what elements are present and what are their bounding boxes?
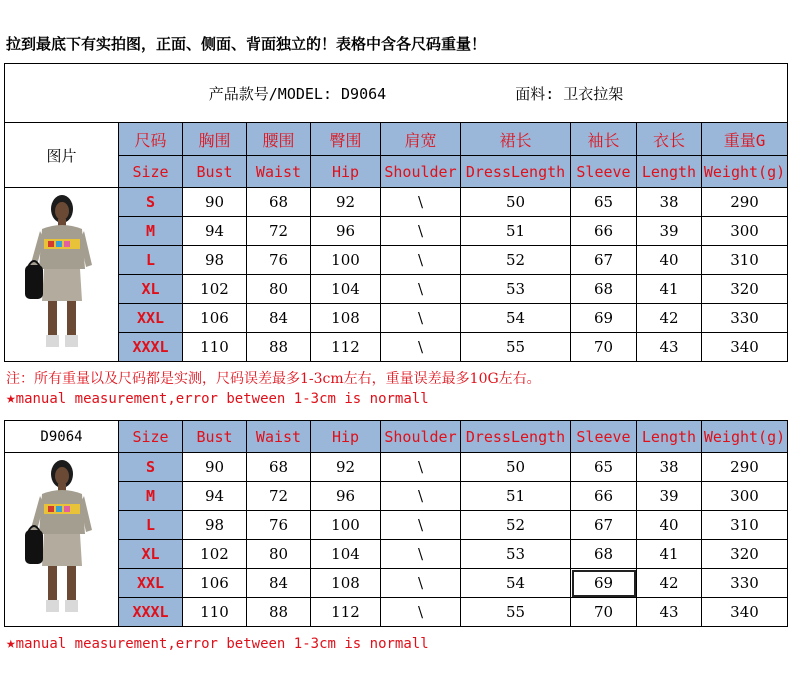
length-cell: 41	[637, 540, 702, 569]
header-en-bust: Bust	[183, 156, 247, 188]
header-zh-hip: 臀围	[311, 123, 381, 156]
dresslength-cell: 53	[461, 275, 571, 304]
header-en-waist: Waist	[247, 421, 311, 453]
size-chart-table-1	[4, 63, 788, 362]
dresslength-cell: 53	[461, 540, 571, 569]
table-row	[5, 569, 788, 598]
header-en-hip: Hip	[311, 421, 381, 453]
header-en-waist: Waist	[247, 156, 311, 188]
weight-cell: 320	[702, 275, 788, 304]
note-en-text: manual measurement,error between 1-3cm is normall	[15, 391, 429, 407]
weight-cell: 330	[702, 304, 788, 333]
hip-cell: 112	[311, 333, 381, 362]
bust-cell: 94	[183, 482, 247, 511]
bust-cell: 90	[183, 188, 247, 217]
header-en-shoulder: Shoulder	[381, 156, 461, 188]
hip-cell: 100	[311, 246, 381, 275]
header-zh-bust: 胸围	[183, 123, 247, 156]
shoulder-cell: \	[381, 540, 461, 569]
hip-cell: 104	[311, 275, 381, 304]
model-photo	[5, 453, 119, 627]
bust-cell: 94	[183, 217, 247, 246]
bust-cell: 110	[183, 598, 247, 627]
size-chart-table-2	[4, 420, 788, 627]
table-row	[5, 217, 788, 246]
weight-cell: 290	[702, 453, 788, 482]
header-en-size: Size	[119, 421, 183, 453]
sleeve-cell: 66	[571, 482, 637, 511]
title-row	[5, 64, 788, 123]
waist-cell: 68	[247, 188, 311, 217]
measurement-note-en-1	[6, 388, 429, 407]
header-zh-size: 尺码	[119, 123, 183, 156]
weight-cell: 330	[702, 569, 788, 598]
sleeve-cell: 65	[571, 188, 637, 217]
dresslength-cell: 50	[461, 188, 571, 217]
shoulder-cell: \	[381, 333, 461, 362]
sleeve-cell: 70	[571, 333, 637, 362]
bust-cell: 98	[183, 511, 247, 540]
hip-cell: 108	[311, 569, 381, 598]
sleeve-cell: 68	[571, 275, 637, 304]
table-row	[5, 482, 788, 511]
table-row	[5, 188, 788, 217]
size-cell: S	[119, 453, 183, 482]
top-note: 拉到最底下有实拍图，正面、侧面、背面独立的！表格中含各尺码重量！	[6, 35, 487, 53]
waist-cell: 88	[247, 333, 311, 362]
length-cell: 43	[637, 333, 702, 362]
measurement-note-cn: 注：所有重量以及尺码都是实测，尺码误差最多1-3cm左右，重量误差最多10G左右。	[6, 371, 541, 387]
size-cell: M	[119, 482, 183, 511]
header-en-size: Size	[119, 156, 183, 188]
length-cell: 39	[637, 217, 702, 246]
shoulder-cell: \	[381, 598, 461, 627]
length-cell: 38	[637, 188, 702, 217]
waist-cell: 72	[247, 482, 311, 511]
model-photo-illustration	[22, 454, 102, 622]
size-cell: XL	[119, 275, 183, 304]
header-en-weight: Weight(g)	[702, 156, 788, 188]
weight-cell: 340	[702, 598, 788, 627]
header-en-length: Length	[637, 421, 702, 453]
waist-cell: 72	[247, 217, 311, 246]
weight-cell: 310	[702, 511, 788, 540]
star-icon: ★	[6, 388, 16, 407]
length-cell: 43	[637, 598, 702, 627]
model-label: 产品款号/MODEL: D9064	[208, 84, 387, 103]
dresslength-cell: 55	[461, 333, 571, 362]
weight-cell: 340	[702, 333, 788, 362]
table-row	[5, 511, 788, 540]
measurement-note-en-2	[6, 633, 429, 652]
table-row	[5, 598, 788, 627]
shoulder-cell: \	[381, 304, 461, 333]
dresslength-cell: 51	[461, 482, 571, 511]
size-cell: XXXL	[119, 333, 183, 362]
header-en-shoulder: Shoulder	[381, 421, 461, 453]
dresslength-cell: 54	[461, 304, 571, 333]
sleeve-cell: 65	[571, 453, 637, 482]
header-en-length: Length	[637, 156, 702, 188]
sleeve-cell: 66	[571, 217, 637, 246]
shoulder-cell: \	[381, 511, 461, 540]
model-photo-illustration	[22, 189, 102, 357]
table-row	[5, 540, 788, 569]
length-cell: 42	[637, 569, 702, 598]
dresslength-cell: 50	[461, 453, 571, 482]
size-cell: XXL	[119, 304, 183, 333]
header-zh-waist: 腰围	[247, 123, 311, 156]
hip-cell: 96	[311, 482, 381, 511]
length-cell: 42	[637, 304, 702, 333]
bust-cell: 102	[183, 275, 247, 304]
note-en-text: manual measurement,error between 1-3cm is normall	[15, 636, 429, 652]
dresslength-cell: 54	[461, 569, 571, 598]
weight-cell: 290	[702, 188, 788, 217]
bust-cell: 106	[183, 569, 247, 598]
table-row	[5, 453, 788, 482]
table-row	[5, 275, 788, 304]
fabric-label: 面料: 卫衣拉架	[515, 84, 624, 103]
header-en-sleeve: Sleeve	[571, 156, 637, 188]
waist-cell: 80	[247, 275, 311, 304]
waist-cell: 84	[247, 569, 311, 598]
hip-cell: 112	[311, 598, 381, 627]
table-row	[5, 246, 788, 275]
dresslength-cell: 51	[461, 217, 571, 246]
weight-cell: 310	[702, 246, 788, 275]
sleeve-cell: 67	[571, 511, 637, 540]
size-cell: L	[119, 246, 183, 275]
header-zh-dresslength: 裙长	[461, 123, 571, 156]
size-cell: S	[119, 188, 183, 217]
bust-cell: 90	[183, 453, 247, 482]
header-zh-sleeve: 袖长	[571, 123, 637, 156]
header-en-dresslength: DressLength	[461, 421, 571, 453]
bust-cell: 110	[183, 333, 247, 362]
star-icon: ★	[6, 633, 16, 652]
table-row	[5, 304, 788, 333]
hip-cell: 108	[311, 304, 381, 333]
size-cell: M	[119, 217, 183, 246]
length-cell: 41	[637, 275, 702, 304]
sleeve-cell: 70	[571, 598, 637, 627]
header-zh-weight: 重量G	[702, 123, 788, 156]
hip-cell: 92	[311, 453, 381, 482]
sleeve-cell: 67	[571, 246, 637, 275]
table-row	[5, 333, 788, 362]
length-cell: 39	[637, 482, 702, 511]
weight-cell: 320	[702, 540, 788, 569]
header-en-weight: Weight(g)	[702, 421, 788, 453]
length-cell: 38	[637, 453, 702, 482]
header-zh-shoulder: 肩宽	[381, 123, 461, 156]
shoulder-cell: \	[381, 217, 461, 246]
sleeve-cell: 68	[571, 540, 637, 569]
header-en-bust: Bust	[183, 421, 247, 453]
waist-cell: 80	[247, 540, 311, 569]
waist-cell: 88	[247, 598, 311, 627]
size-cell: L	[119, 511, 183, 540]
sleeve-cell-selected[interactable]: 69	[571, 569, 637, 598]
header-en-sleeve: Sleeve	[571, 421, 637, 453]
header-en-dresslength: DressLength	[461, 156, 571, 188]
picture-label: 图片	[5, 123, 119, 188]
hip-cell: 96	[311, 217, 381, 246]
bust-cell: 98	[183, 246, 247, 275]
header-zh-length: 衣长	[637, 123, 702, 156]
length-cell: 40	[637, 511, 702, 540]
dresslength-cell: 52	[461, 246, 571, 275]
waist-cell: 84	[247, 304, 311, 333]
bust-cell: 106	[183, 304, 247, 333]
shoulder-cell: \	[381, 246, 461, 275]
waist-cell: 68	[247, 453, 311, 482]
weight-cell: 300	[702, 217, 788, 246]
shoulder-cell: \	[381, 453, 461, 482]
hip-cell: 100	[311, 511, 381, 540]
sleeve-cell: 69	[571, 304, 637, 333]
dresslength-cell: 55	[461, 598, 571, 627]
bust-cell: 102	[183, 540, 247, 569]
shoulder-cell: \	[381, 569, 461, 598]
waist-cell: 76	[247, 511, 311, 540]
size-cell: XL	[119, 540, 183, 569]
size-cell: XXL	[119, 569, 183, 598]
shoulder-cell: \	[381, 188, 461, 217]
dresslength-cell: 52	[461, 511, 571, 540]
size-cell: XXXL	[119, 598, 183, 627]
shoulder-cell: \	[381, 275, 461, 304]
header-en-hip: Hip	[311, 156, 381, 188]
weight-cell: 300	[702, 482, 788, 511]
shoulder-cell: \	[381, 482, 461, 511]
hip-cell: 104	[311, 540, 381, 569]
hip-cell: 92	[311, 188, 381, 217]
length-cell: 40	[637, 246, 702, 275]
model-photo	[5, 188, 119, 362]
model-code-label: D9064	[5, 421, 119, 453]
waist-cell: 76	[247, 246, 311, 275]
